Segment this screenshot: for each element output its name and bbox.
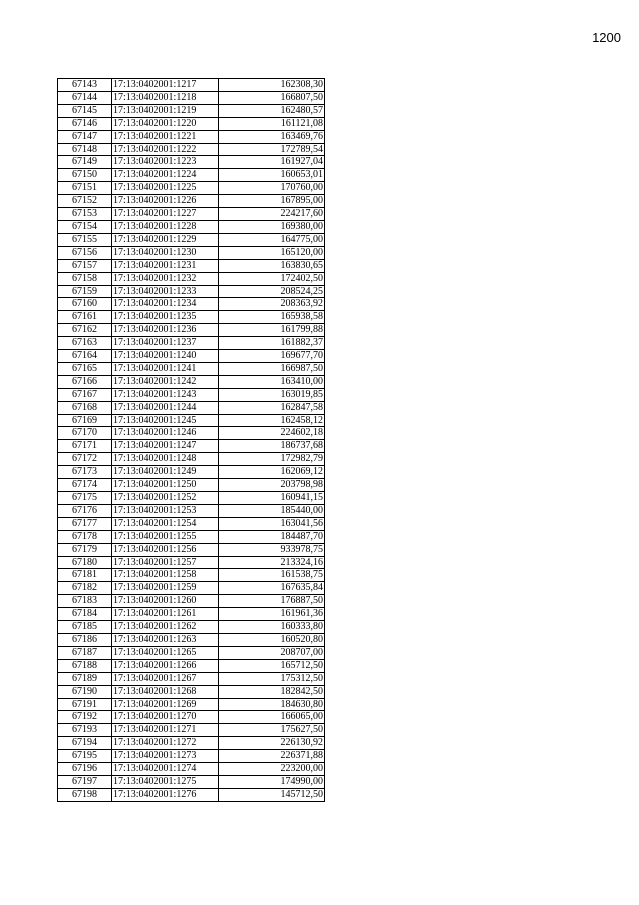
value-cell: 165120,00 [219,246,325,259]
row-number-cell: 67149 [58,156,112,169]
row-number-cell: 67152 [58,195,112,208]
cadastral-number-cell: 17:13:0402001:1219 [112,104,219,117]
value-cell: 175627,50 [219,724,325,737]
cadastral-number-cell: 17:13:0402001:1222 [112,143,219,156]
cadastral-number-cell: 17:13:0402001:1230 [112,246,219,259]
cadastral-number-cell: 17:13:0402001:1249 [112,466,219,479]
cadastral-number-cell: 17:13:0402001:1250 [112,479,219,492]
cadastral-number-cell: 17:13:0402001:1231 [112,259,219,272]
cadastral-number-cell: 17:13:0402001:1235 [112,311,219,324]
table-row [58,362,325,375]
table-row [58,104,325,117]
row-number-cell: 67153 [58,208,112,221]
row-number-cell: 67182 [58,582,112,595]
row-number-cell: 67173 [58,466,112,479]
table-row [58,724,325,737]
row-number-cell: 67162 [58,324,112,337]
cadastral-number-cell: 17:13:0402001:1272 [112,737,219,750]
cadastral-number-cell: 17:13:0402001:1270 [112,711,219,724]
value-cell: 224602,18 [219,427,325,440]
value-cell: 172982,79 [219,453,325,466]
table-row [58,414,325,427]
table-row [58,775,325,788]
cadastral-number-cell: 17:13:0402001:1221 [112,130,219,143]
table-row [58,659,325,672]
value-cell: 933978,75 [219,543,325,556]
table-row [58,156,325,169]
value-cell: 176887,50 [219,595,325,608]
row-number-cell: 67150 [58,169,112,182]
table-row [58,79,325,92]
value-cell: 160520,80 [219,633,325,646]
row-number-cell: 67170 [58,427,112,440]
table-row [58,298,325,311]
row-number-cell: 67184 [58,608,112,621]
value-cell: 162069,12 [219,466,325,479]
row-number-cell: 67186 [58,633,112,646]
row-number-cell: 67176 [58,504,112,517]
table-row [58,259,325,272]
value-cell: 170760,00 [219,182,325,195]
row-number-cell: 67148 [58,143,112,156]
row-number-cell: 67171 [58,440,112,453]
cadastral-number-cell: 17:13:0402001:1236 [112,324,219,337]
cadastral-number-cell: 17:13:0402001:1247 [112,440,219,453]
value-cell: 163410,00 [219,375,325,388]
cadastral-table [57,78,325,802]
value-cell: 223200,00 [219,763,325,776]
cadastral-number-cell: 17:13:0402001:1276 [112,788,219,801]
cadastral-number-cell: 17:13:0402001:1255 [112,530,219,543]
value-cell: 184487,70 [219,530,325,543]
row-number-cell: 67157 [58,259,112,272]
cadastral-number-cell: 17:13:0402001:1225 [112,182,219,195]
value-cell: 165712,50 [219,659,325,672]
cadastral-number-cell: 17:13:0402001:1273 [112,750,219,763]
row-number-cell: 67194 [58,737,112,750]
value-cell: 161882,37 [219,337,325,350]
row-number-cell: 67161 [58,311,112,324]
value-cell: 162308,30 [219,79,325,92]
row-number-cell: 67172 [58,453,112,466]
cadastral-number-cell: 17:13:0402001:1246 [112,427,219,440]
cadastral-number-cell: 17:13:0402001:1256 [112,543,219,556]
table-row [58,350,325,363]
value-cell: 164775,00 [219,233,325,246]
table-row [58,169,325,182]
table-row [58,530,325,543]
row-number-cell: 67144 [58,91,112,104]
row-number-cell: 67198 [58,788,112,801]
value-cell: 172789,54 [219,143,325,156]
table-row [58,220,325,233]
row-number-cell: 67163 [58,337,112,350]
value-cell: 166807,50 [219,91,325,104]
table-row [58,788,325,801]
row-number-cell: 67181 [58,569,112,582]
cadastral-number-cell: 17:13:0402001:1259 [112,582,219,595]
table-row [58,672,325,685]
row-number-cell: 67168 [58,401,112,414]
value-cell: 174990,00 [219,775,325,788]
table-row [58,130,325,143]
cadastral-number-cell: 17:13:0402001:1252 [112,492,219,505]
table-row [58,633,325,646]
cadastral-number-cell: 17:13:0402001:1254 [112,517,219,530]
value-cell: 166987,50 [219,362,325,375]
table-row [58,208,325,221]
table-row [58,711,325,724]
cadastral-number-cell: 17:13:0402001:1241 [112,362,219,375]
cadastral-number-cell: 17:13:0402001:1220 [112,117,219,130]
cadastral-number-cell: 17:13:0402001:1217 [112,79,219,92]
cadastral-number-cell: 17:13:0402001:1262 [112,621,219,634]
table-body [58,79,325,802]
table-row [58,143,325,156]
cadastral-number-cell: 17:13:0402001:1224 [112,169,219,182]
value-cell: 184630,80 [219,698,325,711]
row-number-cell: 67147 [58,130,112,143]
value-cell: 163019,85 [219,388,325,401]
table-row [58,117,325,130]
cadastral-number-cell: 17:13:0402001:1233 [112,285,219,298]
table-row [58,595,325,608]
value-cell: 161927,04 [219,156,325,169]
cadastral-number-cell: 17:13:0402001:1242 [112,375,219,388]
row-number-cell: 67143 [58,79,112,92]
row-number-cell: 67190 [58,685,112,698]
row-number-cell: 67155 [58,233,112,246]
cadastral-number-cell: 17:13:0402001:1275 [112,775,219,788]
row-number-cell: 67191 [58,698,112,711]
row-number-cell: 67164 [58,350,112,363]
value-cell: 203798,98 [219,479,325,492]
table-row [58,763,325,776]
value-cell: 172402,50 [219,272,325,285]
table-row [58,375,325,388]
value-cell: 167635,84 [219,582,325,595]
table-row [58,195,325,208]
value-cell: 163469,76 [219,130,325,143]
cadastral-number-cell: 17:13:0402001:1227 [112,208,219,221]
value-cell: 160653,01 [219,169,325,182]
row-number-cell: 67151 [58,182,112,195]
cadastral-number-cell: 17:13:0402001:1232 [112,272,219,285]
cadastral-number-cell: 17:13:0402001:1265 [112,646,219,659]
row-number-cell: 67185 [58,621,112,634]
row-number-cell: 67167 [58,388,112,401]
table-row [58,337,325,350]
table-row [58,569,325,582]
row-number-cell: 67193 [58,724,112,737]
row-number-cell: 67156 [58,246,112,259]
value-cell: 160333,80 [219,621,325,634]
value-cell: 160941,15 [219,492,325,505]
value-cell: 161538,75 [219,569,325,582]
cadastral-number-cell: 17:13:0402001:1218 [112,91,219,104]
row-number-cell: 67179 [58,543,112,556]
row-number-cell: 67177 [58,517,112,530]
row-number-cell: 67158 [58,272,112,285]
row-number-cell: 67187 [58,646,112,659]
table-row [58,608,325,621]
table-row [58,272,325,285]
value-cell: 163041,56 [219,517,325,530]
table-row [58,91,325,104]
table-row [58,750,325,763]
value-cell: 161799,88 [219,324,325,337]
row-number-cell: 67189 [58,672,112,685]
row-number-cell: 67197 [58,775,112,788]
cadastral-number-cell: 17:13:0402001:1223 [112,156,219,169]
table-row [58,698,325,711]
cadastral-number-cell: 17:13:0402001:1261 [112,608,219,621]
value-cell: 208524,25 [219,285,325,298]
table-row [58,479,325,492]
value-cell: 226130,92 [219,737,325,750]
table-row [58,492,325,505]
value-cell: 175312,50 [219,672,325,685]
table-row [58,285,325,298]
cadastral-number-cell: 17:13:0402001:1237 [112,337,219,350]
value-cell: 145712,50 [219,788,325,801]
row-number-cell: 67195 [58,750,112,763]
table-row [58,427,325,440]
value-cell: 185440,00 [219,504,325,517]
table-row [58,556,325,569]
row-number-cell: 67166 [58,375,112,388]
value-cell: 208363,92 [219,298,325,311]
cadastral-number-cell: 17:13:0402001:1268 [112,685,219,698]
value-cell: 161961,36 [219,608,325,621]
cadastral-number-cell: 17:13:0402001:1257 [112,556,219,569]
table-row [58,388,325,401]
value-cell: 162847,58 [219,401,325,414]
table-row [58,401,325,414]
row-number-cell: 67154 [58,220,112,233]
value-cell: 208707,00 [219,646,325,659]
cadastral-number-cell: 17:13:0402001:1269 [112,698,219,711]
row-number-cell: 67165 [58,362,112,375]
table-row [58,440,325,453]
table-row [58,246,325,259]
table-row [58,466,325,479]
cadastral-number-cell: 17:13:0402001:1263 [112,633,219,646]
cadastral-number-cell: 17:13:0402001:1248 [112,453,219,466]
row-number-cell: 67183 [58,595,112,608]
value-cell: 166065,00 [219,711,325,724]
cadastral-number-cell: 17:13:0402001:1245 [112,414,219,427]
table-row [58,646,325,659]
table-row [58,582,325,595]
cadastral-number-cell: 17:13:0402001:1226 [112,195,219,208]
row-number-cell: 67196 [58,763,112,776]
row-number-cell: 67180 [58,556,112,569]
cadastral-number-cell: 17:13:0402001:1234 [112,298,219,311]
cadastral-number-cell: 17:13:0402001:1228 [112,220,219,233]
value-cell: 186737,68 [219,440,325,453]
row-number-cell: 67169 [58,414,112,427]
cadastral-number-cell: 17:13:0402001:1253 [112,504,219,517]
table-row [58,504,325,517]
table-row [58,233,325,246]
value-cell: 162480,57 [219,104,325,117]
row-number-cell: 67159 [58,285,112,298]
value-cell: 226371,88 [219,750,325,763]
table-row [58,517,325,530]
row-number-cell: 67160 [58,298,112,311]
value-cell: 182842,50 [219,685,325,698]
cadastral-number-cell: 17:13:0402001:1240 [112,350,219,363]
cadastral-number-cell: 17:13:0402001:1274 [112,763,219,776]
value-cell: 213324,16 [219,556,325,569]
row-number-cell: 67145 [58,104,112,117]
row-number-cell: 67146 [58,117,112,130]
cadastral-number-cell: 17:13:0402001:1260 [112,595,219,608]
value-cell: 162458,12 [219,414,325,427]
cadastral-number-cell: 17:13:0402001:1266 [112,659,219,672]
row-number-cell: 67178 [58,530,112,543]
cadastral-number-cell: 17:13:0402001:1267 [112,672,219,685]
table-row [58,324,325,337]
table-row [58,543,325,556]
value-cell: 165938,58 [219,311,325,324]
table-row [58,737,325,750]
row-number-cell: 67188 [58,659,112,672]
value-cell: 163830,65 [219,259,325,272]
cadastral-number-cell: 17:13:0402001:1229 [112,233,219,246]
cadastral-number-cell: 17:13:0402001:1243 [112,388,219,401]
value-cell: 169380,00 [219,220,325,233]
page-number: 1200 [592,30,621,45]
row-number-cell: 67192 [58,711,112,724]
cadastral-number-cell: 17:13:0402001:1271 [112,724,219,737]
table-row [58,311,325,324]
cadastral-number-cell: 17:13:0402001:1258 [112,569,219,582]
value-cell: 161121,08 [219,117,325,130]
table-row [58,182,325,195]
value-cell: 169677,70 [219,350,325,363]
table-row [58,453,325,466]
table-row [58,621,325,634]
cadastral-number-cell: 17:13:0402001:1244 [112,401,219,414]
row-number-cell: 67175 [58,492,112,505]
value-cell: 167895,00 [219,195,325,208]
value-cell: 224217,60 [219,208,325,221]
row-number-cell: 67174 [58,479,112,492]
table-row [58,685,325,698]
